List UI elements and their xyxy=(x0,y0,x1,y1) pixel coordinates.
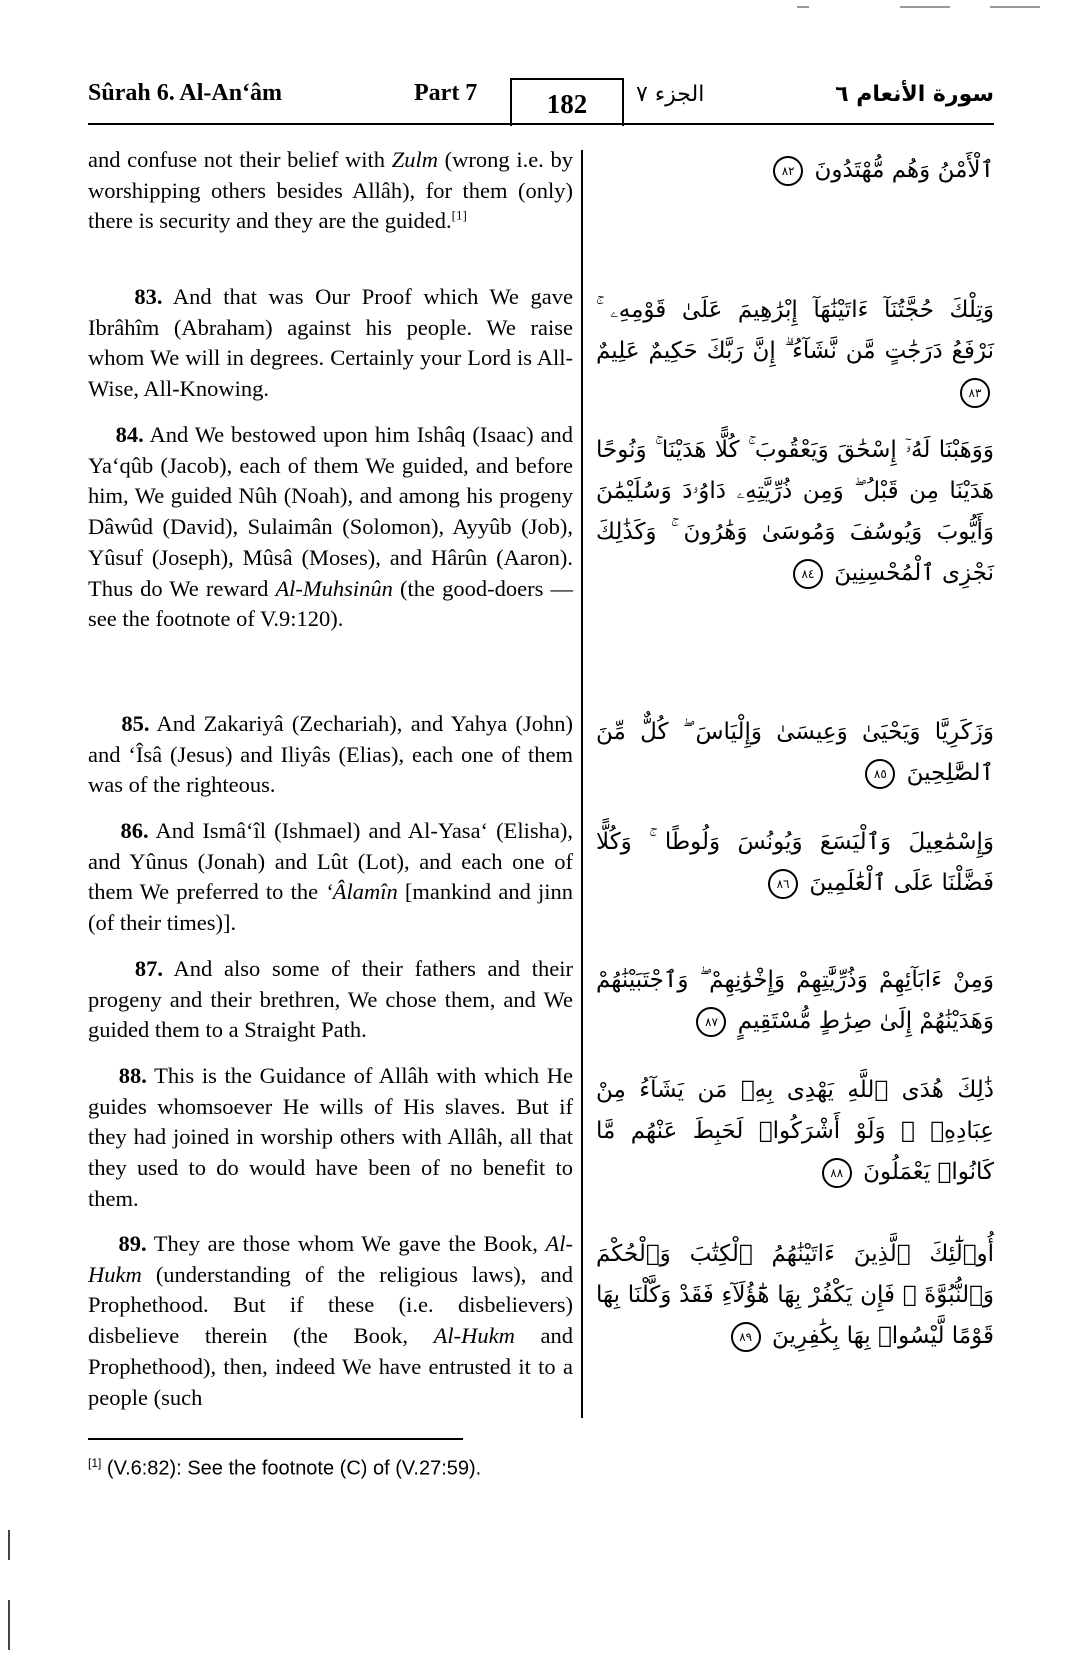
verse-86-english xyxy=(88,816,573,939)
part-label-english: Part 7 xyxy=(414,80,478,106)
footnote-text: (V.6:82): See the footnote (C) of (V.27:59). xyxy=(106,1457,482,1480)
arabic-text: وَمِنْ ءَابَآئِهِمْ وَذُرِّيَّٰتِهِمْ وَإِخْوَٰنِهِمْ ۖ وَٱجْتَبَيْنَٰهُمْ وَهَدَيْنَٰهُمْ إِلَىٰ صِرَٰطٍ مُّسْتَقِيمٍ xyxy=(596,967,994,1034)
arabic-text: وَزَكَرِيَّا وَيَحْيَىٰ وَعِيسَىٰ وَإِلْيَاسَ ۖ كُلٌّ مِّنَ ٱلصَّٰلِحِينَ xyxy=(596,719,994,786)
ayah-number-marker: ٨٣ xyxy=(960,378,990,408)
verse-number: 87. xyxy=(134,956,164,981)
verse-89-arabic xyxy=(596,1234,994,1357)
ayah-number-marker: ٨٦ xyxy=(768,869,798,899)
verse-84-english xyxy=(88,420,573,635)
verse-88-english xyxy=(88,1061,573,1215)
surah-title-arabic: سورة الأنعام ٦ xyxy=(835,82,994,107)
verse-number: 88. xyxy=(118,1063,147,1088)
arabic-text: وَتِلْكَ حُجَّتُنَآ ءَاتَيْنَٰهَآ إِبْرَٰهِيمَ عَلَىٰ قَوْمِهِۦ ۚ نَرْفَعُ دَرَجَٰتٍ مَّن نَّشَآءُ ۗ إِنَّ رَبَّكَ حَكِيمٌ عَلِيمٌ xyxy=(596,297,994,364)
footnote xyxy=(88,1456,481,1481)
ayah-number-marker: ٨٩ xyxy=(731,1322,761,1352)
page-number: 182 xyxy=(510,78,624,126)
verse-number: 84. xyxy=(115,422,144,447)
verse-82-arabic xyxy=(596,150,994,191)
verse-88-arabic xyxy=(596,1070,994,1193)
verse-number: 85. xyxy=(121,711,150,736)
verse-text: This is the Guidance of Allâh with which He guides whomsoever He wills of His slaves. But if they had joined in worship others with Allâh, all that they used to do would have been of no benefit to them. xyxy=(88,1063,574,1211)
verse-87-arabic xyxy=(596,960,994,1042)
verse-83-arabic xyxy=(596,290,994,413)
ayah-number-marker: ٨٥ xyxy=(865,759,895,789)
scan-edge-mark xyxy=(8,1600,10,1650)
page-header xyxy=(88,80,994,125)
verse-text: And that was Our Proof which We gave Ibrâhîm (Abraham) against his people. We raise whom We will in degrees. Certainly your Lord is All-Wise, All-Knowing. xyxy=(88,284,573,402)
verse-89-english xyxy=(88,1229,573,1413)
scan-edge-mark xyxy=(8,1530,10,1560)
verse-text: And We bestowed upon him Ishâq (Isaac) and Ya‘qûb (Jacob), each of them We guided, and before him, We guided Nûh (Noah), and among his progeny Dâwûd (David), Sulaimân (Solomon), Ayyûb (Job), Yûsuf (Joseph), Mûsâ (Moses), and Hârûn (Aaron). Thus do We reward Al-Muhsinûn (the good-doers — see the footnote of V.9:120). xyxy=(88,422,573,632)
ayah-number-marker: ٨٧ xyxy=(696,1007,726,1037)
verse-text: And also some of their fathers and their progeny and their brethren, We chose them, and We guided them to a Straight Path. xyxy=(88,956,573,1043)
verse-82-english xyxy=(88,145,573,237)
arabic-text: وَإِسْمَٰعِيلَ وَٱلْيَسَعَ وَيُونُسَ وَلُوطًا ۚ وَكُلًّا فَضَّلْنَا عَلَى ٱلْعَٰلَمِينَ xyxy=(596,829,994,896)
verse-84-arabic xyxy=(596,430,994,594)
ayah-number-marker: ٨٤ xyxy=(793,559,823,589)
arabic-text: ذَٰلِكَ هُدَى ٱللَّهِ يَهْدِى بِهِۦ مَن يَشَآءُ مِنْ عِبَادِهِۦ ۚ وَلَوْ أَشْرَكُوا۟ لَحَبِطَ عَنْهُم مَّا كَانُوا۟ يَعْمَلُونَ xyxy=(596,1077,994,1185)
verse-text: and confuse not their belief with Zulm (wrong i.e. by worshipping others besides Allâh), for them (only) there is security and they are the guided. xyxy=(88,147,573,234)
scan-line-mark xyxy=(797,6,809,8)
verse-86-arabic xyxy=(596,822,994,904)
verse-number: 86. xyxy=(120,818,149,843)
footnote-reference: [1] xyxy=(451,207,467,223)
arabic-text: ٱلْأَمْنُ وَهُم مُّهْتَدُونَ xyxy=(814,157,994,183)
verse-85-english xyxy=(88,709,573,801)
header-rule xyxy=(88,123,994,125)
surah-title-english: Sûrah 6. Al-An‘âm xyxy=(88,80,283,106)
scan-line-mark xyxy=(900,6,950,8)
verse-number: 83. xyxy=(134,284,163,309)
ayah-number-marker: ٨٢ xyxy=(773,156,803,186)
footnote-rule xyxy=(88,1438,463,1440)
scan-line-mark xyxy=(990,6,1040,8)
ayah-number-marker: ٨٨ xyxy=(822,1158,852,1188)
verse-83-english xyxy=(88,282,573,405)
verse-text: And Ismâ‘îl (Ishmael) and Al-Yasa‘ (Elisha), and Yûnus (Jonah) and Lût (Lot), and each one of them We preferred to the ‘Âlamîn [mankind and jinn (of their times)]. xyxy=(88,818,574,936)
arabic-text: أُو۟لَٰٓئِكَ ٱلَّذِينَ ءَاتَيْنَٰهُمُ ٱلْكِتَٰبَ وَٱلْحُكْمَ وَٱلنُّبُوَّةَ ۚ فَإِن يَكْفُرْ بِهَا هَٰٓؤُلَآءِ فَقَدْ وَكَّلْنَا بِهَا قَوْمًا لَّيْسُوا۟ بِهَا بِكَٰفِرِينَ xyxy=(596,1241,994,1349)
verse-87-english xyxy=(88,954,573,1046)
verse-85-arabic xyxy=(596,712,994,794)
footnote-marker: [1] xyxy=(88,1456,102,1470)
verse-text: And Zakariyâ (Zechariah), and Yahya (John) and ‘Îsâ (Jesus) and Iliyâs (Elias), each one of them was of the righteous. xyxy=(88,711,574,798)
verse-text: They are those whom We gave the Book, Al-Hukm (understanding of the religious laws), and Prophethood. But if these (i.e. disbelievers) disbelieve therein (the Book, Al-Hukm and Prophethood), then, indeed We have entrusted it to a people (such xyxy=(88,1231,573,1410)
arabic-text: وَوَهَبْنَا لَهُۥٓ إِسْحَٰقَ وَيَعْقُوبَ ۚ كُلًّا هَدَيْنَا ۚ وَنُوحًا هَدَيْنَا مِن قَبْلُ ۖ وَمِن ذُرِّيَّتِهِۦ دَاوُۥدَ وَسُلَيْمَٰنَ وَأَيُّوبَ وَيُوسُفَ وَمُوسَىٰ وَهَٰرُونَ ۚ وَكَذَٰلِكَ نَجْزِى ٱلْمُحْسِنِينَ xyxy=(596,437,994,586)
column-divider xyxy=(581,150,583,1418)
part-label-arabic: الجزء ٧ xyxy=(636,82,705,107)
verse-number: 89. xyxy=(118,1231,147,1256)
